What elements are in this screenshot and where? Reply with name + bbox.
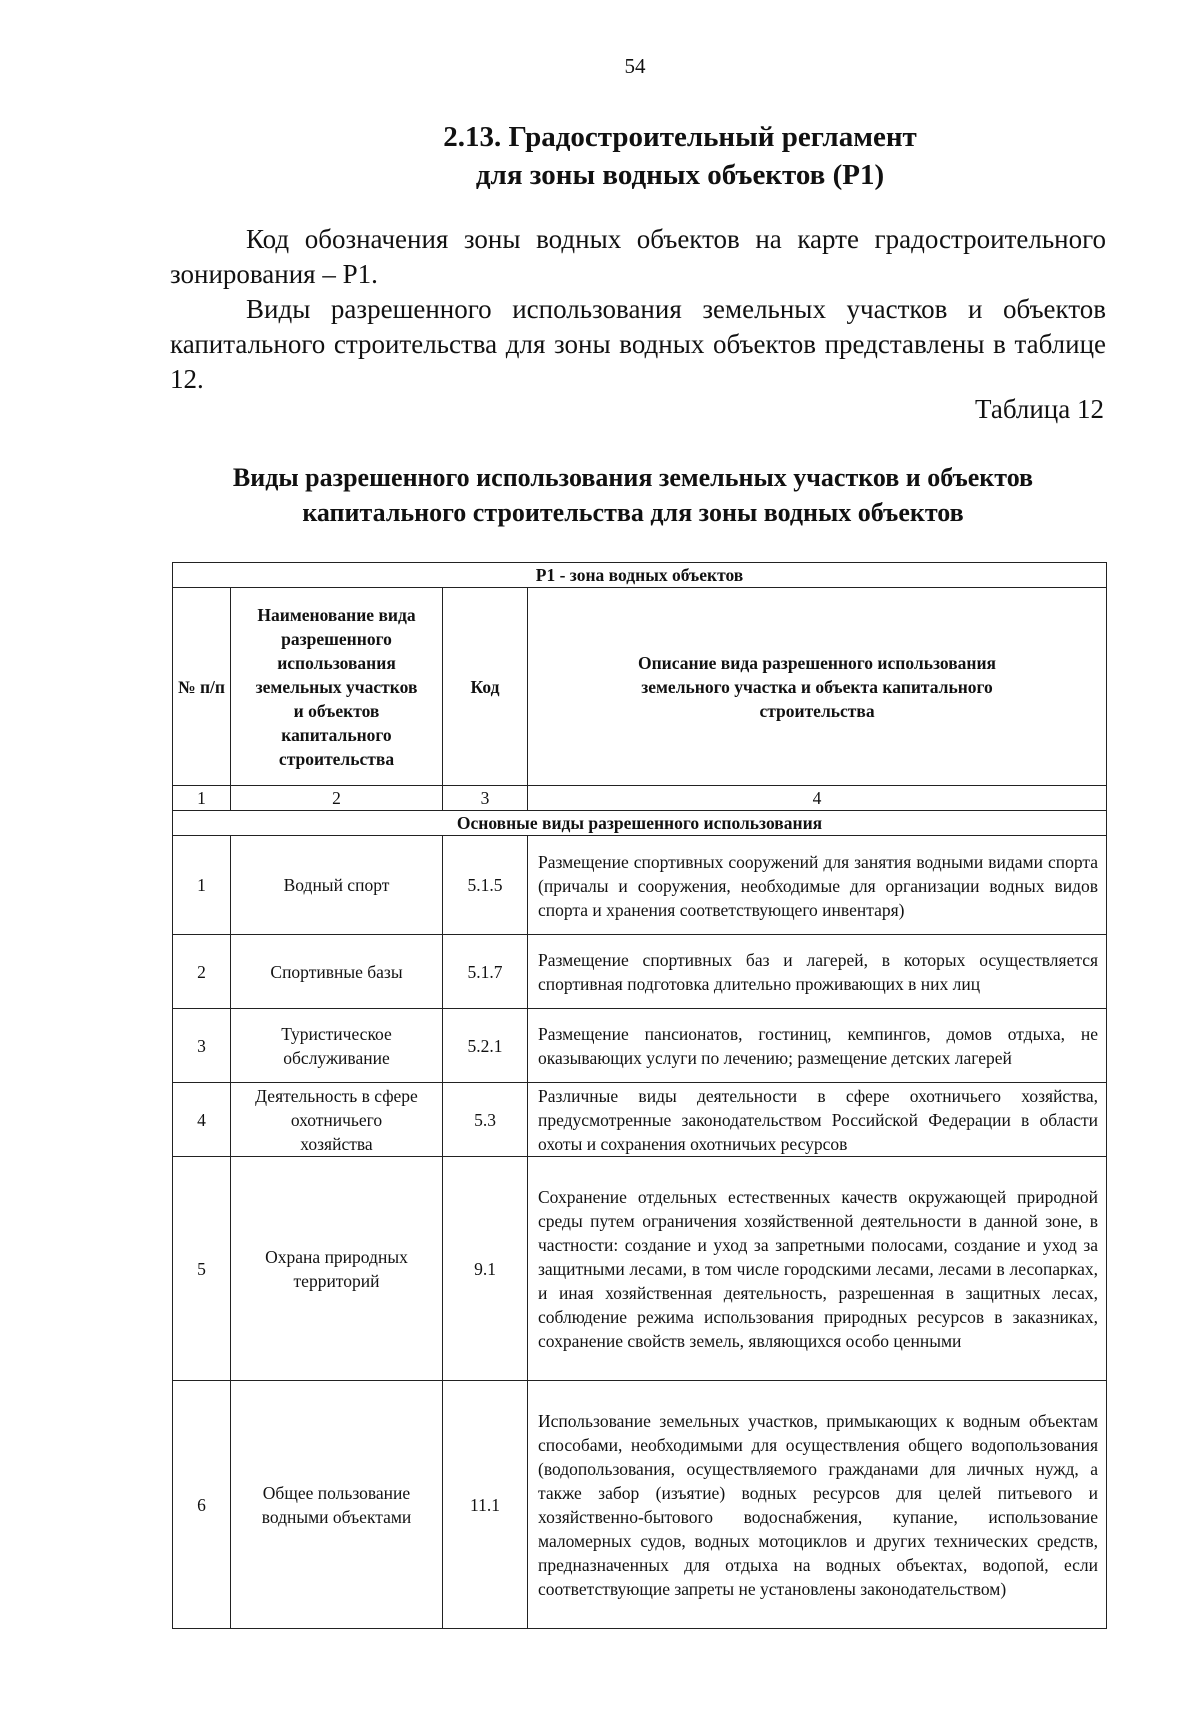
row-description: Размещение пансионатов, гостиниц, кемпингов, домов отдыха, не оказывающих услуги по лечению; размещение детских лагерей	[528, 1009, 1107, 1083]
table-number: Таблица 12	[975, 394, 1104, 424]
row-code: 5.3	[443, 1083, 528, 1157]
row-code: 5.1.5	[443, 836, 528, 935]
intro-text	[170, 222, 1106, 397]
column-number: 4	[528, 786, 1107, 811]
page-number: 54	[624, 54, 646, 78]
section-title-line-1: 2.13. Градостроительный регламент	[443, 121, 917, 153]
row-description: Различные виды деятельности в сфере охотничьего хозяйства, предусмотренные законодательством Российской Федерации в области охоты и сохранения охотничьих ресурсов	[528, 1083, 1107, 1157]
zone-header-row	[173, 563, 1107, 588]
header-code: Код	[443, 588, 528, 786]
land-use-table	[172, 562, 1107, 1629]
row-name: Спортивные базы	[231, 935, 443, 1009]
row-description: Размещение спортивных баз и лагерей, в которых осуществляется спортивная подготовка длительно проживающих в них лиц	[528, 935, 1107, 1009]
table-row	[173, 1157, 1107, 1381]
row-num: 3	[173, 1009, 231, 1083]
table-title	[150, 460, 1116, 530]
row-code: 9.1	[443, 1157, 528, 1381]
table-title-line-2: капитального строительства для зоны водных объектов	[302, 498, 964, 527]
table-row	[173, 1083, 1107, 1157]
section-header-row	[173, 811, 1107, 836]
row-num: 5	[173, 1157, 231, 1381]
row-num: 1	[173, 836, 231, 935]
column-number: 1	[173, 786, 231, 811]
row-name: Общее пользование водными объектами	[231, 1381, 443, 1629]
row-description: Использование земельных участков, примыкающих к водным объектам способами, необходимыми для осуществления общего водопользования (водопользования, осуществляемого гражданами для личных нужд, а также забор (изъятие) водных ресурсов для целей питьевого и хозяйственно-бытового водоснабжения, купание, использование маломерных судов, водных мотоциклов и других технических средств, предназначенных для отдыха на водных объектах, водопой, если соответствующие запреты не установлены законодательством)	[528, 1381, 1107, 1629]
row-num: 2	[173, 935, 231, 1009]
column-number: 3	[443, 786, 528, 811]
section-title-line-2: для зоны водных объектов (Р1)	[475, 159, 885, 191]
row-code: 11.1	[443, 1381, 528, 1629]
column-header-row	[173, 588, 1107, 786]
column-number: 2	[231, 786, 443, 811]
header-name: Наименование вида разрешенного использования земельных участков и объектов капитального строительства	[231, 588, 443, 786]
header-description: Описание вида разрешенного использования земельного участка и объекта капитального строительства	[528, 588, 1107, 786]
header-num: № п/п	[173, 588, 231, 786]
row-code: 5.2.1	[443, 1009, 528, 1083]
table-row	[173, 935, 1107, 1009]
row-description: Сохранение отдельных естественных качеств окружающей природной среды путем ограничения хозяйственной деятельности в данной зоне, в частности: создание и уход за запретными полосами, создание и уход за защитными лесами, в том числе городскими лесами, лесами в лесопарках, и иная хозяйственная деятельность, разрешенная в защитных лесах, соблюдение режима использования природных ресурсов в заказниках, сохранение свойств земель, являющихся особо ценными	[528, 1157, 1107, 1381]
row-name: Водный спорт	[231, 836, 443, 935]
zone-header: Р1 - зона водных объектов	[173, 563, 1107, 588]
table-row	[173, 1381, 1107, 1629]
row-num: 6	[173, 1381, 231, 1629]
intro-paragraph-1: Код обозначения зоны водных объектов на карте градостроительного зонирования – Р1.	[170, 224, 1106, 289]
table-title-line-1: Виды разрешенного использования земельных участков и объектов	[232, 463, 1034, 492]
row-name: Туристическое обслуживание	[231, 1009, 443, 1083]
table-row	[173, 836, 1107, 935]
intro-paragraph-2: Виды разрешенного использования земельных участков и объектов капитального строительства для зоны водных объектов представлены в таблице 12.	[170, 294, 1106, 394]
row-name: Деятельность в сфере охотничьего хозяйства	[231, 1083, 443, 1157]
column-number-row	[173, 786, 1107, 811]
row-description: Размещение спортивных сооружений для занятия водными видами спорта (причалы и сооружения, необходимые для организации водных видов спорта и хранения соответствующего инвентаря)	[528, 836, 1107, 935]
section-header: Основные виды разрешенного использования	[173, 811, 1107, 836]
row-code: 5.1.7	[443, 935, 528, 1009]
table-row	[173, 1009, 1107, 1083]
row-num: 4	[173, 1083, 231, 1157]
section-title	[300, 118, 1060, 194]
row-name: Охрана природных территорий	[231, 1157, 443, 1381]
